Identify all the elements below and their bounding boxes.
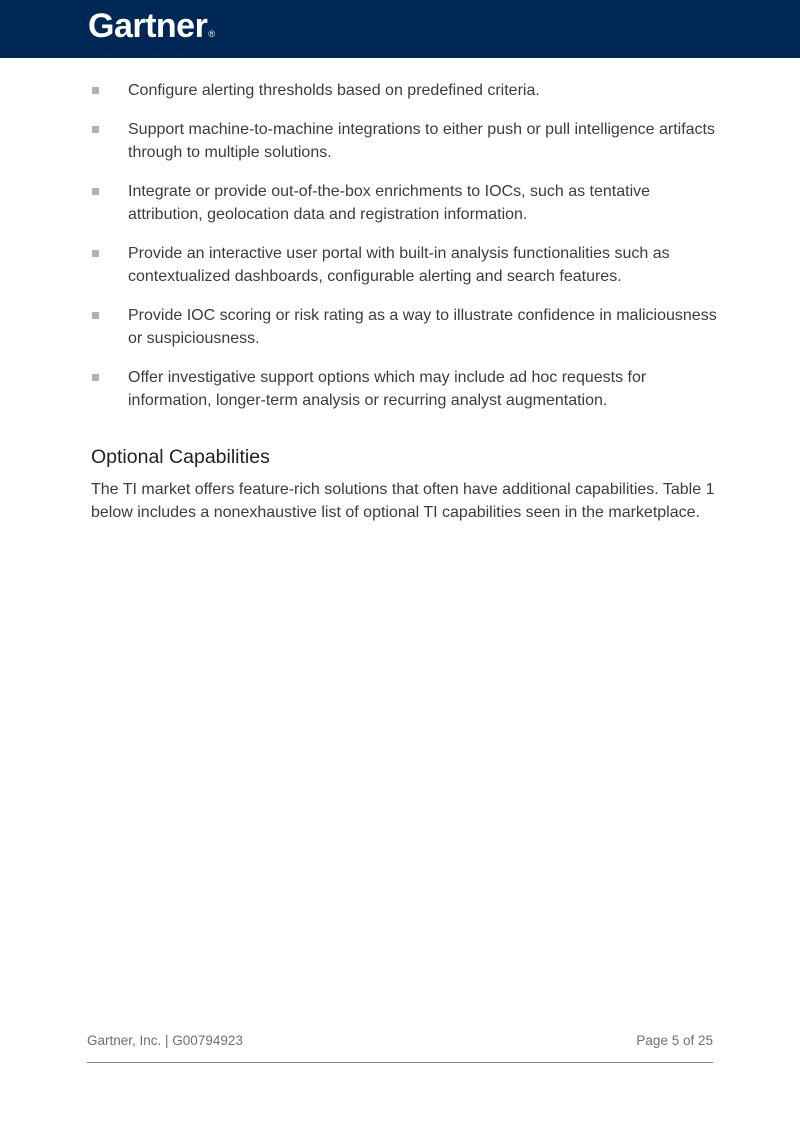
square-bullet-icon [92, 126, 99, 133]
logo-text: Gartner [88, 7, 208, 45]
square-bullet-icon [92, 188, 99, 195]
registered-mark: ® [208, 29, 215, 39]
header-bar [0, 0, 800, 58]
list-item-text: Integrate or provide out-of-the-box enrichments to IOCs, such as tentative attribution, geolocation data and registration information. [128, 183, 651, 223]
list-item-text: Provide IOC scoring or risk rating as a way to illustrate confidence in maliciousness or suspiciousness. [128, 307, 717, 347]
gartner-logo [88, 6, 214, 54]
list-item-text: Support machine-to-machine integrations to either push or pull intelligence artifacts through to multiple solutions. [128, 121, 715, 161]
list-item [91, 366, 721, 412]
list-item-text: Provide an interactive user portal with built-in analysis functionalities such as contextualized dashboards, configurable alerting and search features. [128, 245, 670, 285]
list-item-text: Offer investigative support options which may include ad hoc requests for information, longer-term analysis or recurring analyst augmentation. [128, 369, 647, 409]
square-bullet-icon [92, 312, 99, 319]
list-item [91, 242, 721, 288]
footer-divider [87, 1062, 713, 1063]
list-item [91, 180, 721, 226]
section-heading: Optional Capabilities [91, 446, 270, 468]
list-item [91, 304, 721, 350]
list-item-text: Configure alerting thresholds based on predefined criteria. [128, 82, 540, 99]
square-bullet-icon [92, 250, 99, 257]
capabilities-list [91, 79, 721, 412]
list-item [91, 79, 721, 102]
list-item [91, 118, 721, 164]
square-bullet-icon [92, 87, 99, 94]
square-bullet-icon [92, 374, 99, 381]
footer-document-id: Gartner, Inc. | G00794923 [87, 1033, 243, 1048]
footer-page-number: Page 5 of 25 [636, 1033, 713, 1048]
section-paragraph: The TI market offers feature-rich solutions that often have additional capabilities. Table 1 below includes a nonexhaustive list of optional TI capabilities seen in the marketplace. [91, 481, 715, 521]
